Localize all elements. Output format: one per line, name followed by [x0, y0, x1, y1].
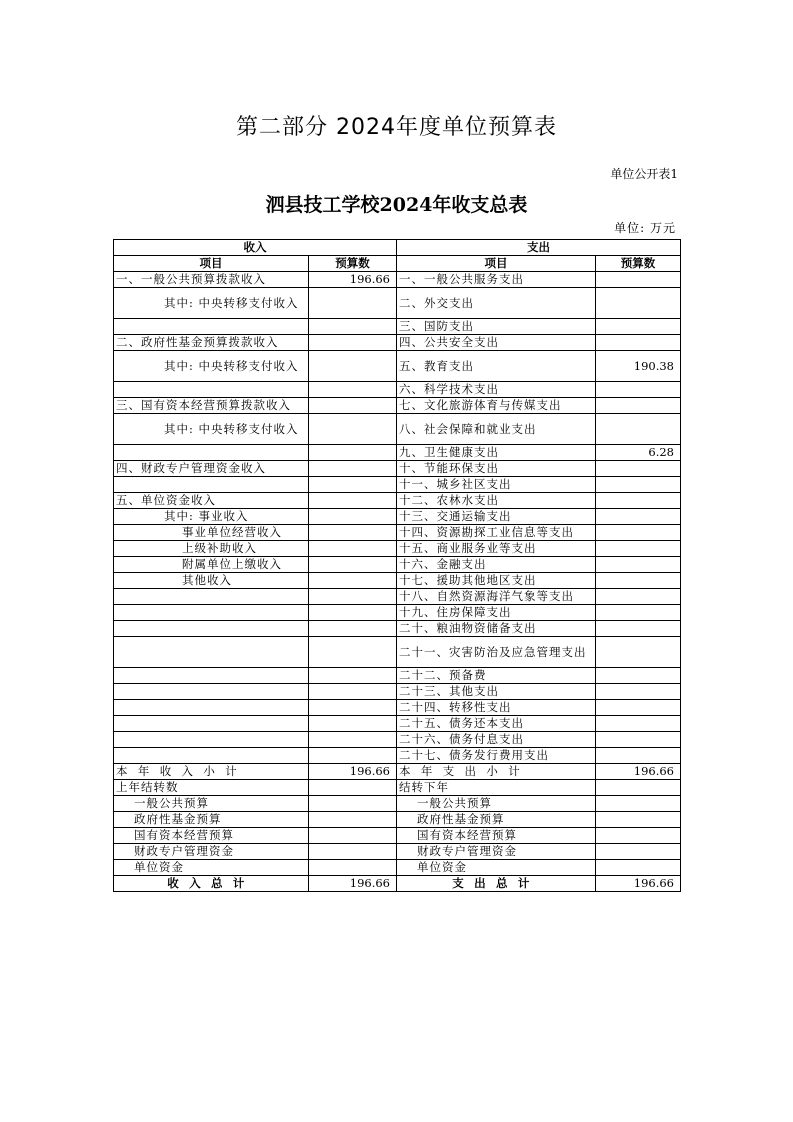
table-row: [114, 414, 681, 445]
table-row: [114, 509, 681, 525]
expense-item: 二、外交支出: [397, 288, 596, 319]
expense-value: [596, 398, 681, 414]
carry-in-item: 国有资本经营预算: [114, 828, 309, 844]
income-subtotal-value: 196.66: [309, 764, 397, 780]
income-item: [114, 382, 309, 398]
expense-value: [596, 700, 681, 716]
table-row: [114, 398, 681, 414]
table-row: [114, 493, 681, 509]
carry-in-item: 一般公共预算: [114, 796, 309, 812]
expense-item: 二十四、转移性支出: [397, 700, 596, 716]
budget-table: [113, 239, 681, 892]
income-budget-header: 预算数: [309, 256, 397, 272]
expense-item: 十三、交通运输支出: [397, 509, 596, 525]
expense-value: [596, 637, 681, 668]
table-row: [114, 605, 681, 621]
income-item: 二、政府性基金预算拨款收入: [114, 335, 309, 351]
income-value: [309, 621, 397, 637]
income-value: [309, 461, 397, 477]
expense-value: 190.38: [596, 351, 681, 382]
expense-value: [596, 461, 681, 477]
income-header: 收入: [114, 240, 397, 256]
expense-total-value: 196.66: [596, 876, 681, 892]
expense-value: [596, 493, 681, 509]
expense-item: 四、公共安全支出: [397, 335, 596, 351]
income-value: [309, 398, 397, 414]
expense-item: 二十一、灾害防治及应急管理支出: [397, 637, 596, 668]
table-row: [114, 684, 681, 700]
carry-out-item-value: [596, 796, 681, 812]
table-row: [114, 541, 681, 557]
income-item-header: 项目: [114, 256, 309, 272]
income-value: [309, 414, 397, 445]
expense-item: 十四、资源勘探工业信息等支出: [397, 525, 596, 541]
expense-item: 二十二、预备费: [397, 668, 596, 684]
income-value: [309, 557, 397, 573]
income-item: 五、单位资金收入: [114, 493, 309, 509]
expense-item: 六、科学技术支出: [397, 382, 596, 398]
expense-item: 三、国防支出: [397, 319, 596, 335]
income-item: 其中: 中央转移支付收入: [114, 288, 309, 319]
income-value: [309, 319, 397, 335]
expense-value: [596, 541, 681, 557]
expense-item: 二十六、债务付息支出: [397, 732, 596, 748]
income-item: [114, 700, 309, 716]
expense-value: [596, 716, 681, 732]
table-row: [114, 445, 681, 461]
income-value: [309, 700, 397, 716]
income-item: 事业单位经营收入: [114, 525, 309, 541]
income-item: 其他收入: [114, 573, 309, 589]
expense-value: [596, 335, 681, 351]
part-title: 第二部分 2024年度单位预算表: [236, 115, 557, 140]
expense-item: 十五、商业服务业等支出: [397, 541, 596, 557]
carry-in-item-value: [309, 812, 397, 828]
income-value: [309, 335, 397, 351]
expense-item: 二十七、债务发行费用支出: [397, 748, 596, 764]
table-row: [114, 461, 681, 477]
income-item: [114, 477, 309, 493]
carry-out-item-value: [596, 812, 681, 828]
expense-budget-header: 预算数: [596, 256, 681, 272]
table-row: [114, 700, 681, 716]
income-item: [114, 716, 309, 732]
header-row-columns: [114, 256, 681, 272]
carry-in-value: [309, 780, 397, 796]
income-item: 上级补助收入: [114, 541, 309, 557]
total-row: [114, 876, 681, 892]
expense-item: 七、文化旅游体育与传媒支出: [397, 398, 596, 414]
carry-in-item-value: [309, 796, 397, 812]
expense-item: 二十、粮油物资储备支出: [397, 621, 596, 637]
expense-total-label: 支出总计: [397, 876, 596, 892]
income-item: 其中: 中央转移支付收入: [114, 351, 309, 382]
expense-value: [596, 319, 681, 335]
carry-item-row: [114, 812, 681, 828]
expense-value: [596, 605, 681, 621]
carry-out-item: 财政专户管理资金: [397, 844, 596, 860]
expense-value: [596, 589, 681, 605]
carry-out-item: 国有资本经营预算: [397, 828, 596, 844]
table-row: [114, 382, 681, 398]
carry-out-item: 单位资金: [397, 860, 596, 876]
expense-value: 6.28: [596, 445, 681, 461]
income-item: 三、国有资本经营预算拨款收入: [114, 398, 309, 414]
table-title: 泗县技工学校2024年收支总表: [265, 194, 528, 216]
income-value: [309, 732, 397, 748]
carry-in-item-value: [309, 860, 397, 876]
income-value: [309, 637, 397, 668]
income-total-value: 196.66: [309, 876, 397, 892]
expense-value: [596, 668, 681, 684]
income-item: 四、财政专户管理资金收入: [114, 461, 309, 477]
carry-in-item: 财政专户管理资金: [114, 844, 309, 860]
carry-out-item-value: [596, 844, 681, 860]
income-subtotal-label: 本年收入小计: [114, 764, 309, 780]
income-item: [114, 668, 309, 684]
form-number: 单位公开表1: [610, 167, 678, 181]
table-row: [114, 351, 681, 382]
carry-in-item: 政府性基金预算: [114, 812, 309, 828]
expense-item: 十九、住房保障支出: [397, 605, 596, 621]
table-row: [114, 477, 681, 493]
income-item: [114, 684, 309, 700]
expense-value: [596, 382, 681, 398]
expense-value: [596, 573, 681, 589]
income-value: [309, 477, 397, 493]
income-value: [309, 589, 397, 605]
table-row: [114, 748, 681, 764]
income-value: [309, 684, 397, 700]
table-row: [114, 589, 681, 605]
carry-row: [114, 780, 681, 796]
income-item: [114, 621, 309, 637]
expense-item: 十八、自然资源海洋气象等支出: [397, 589, 596, 605]
expense-item: 十六、金融支出: [397, 557, 596, 573]
income-item: [114, 319, 309, 335]
expense-item: 十七、援助其他地区支出: [397, 573, 596, 589]
carry-in-item-value: [309, 828, 397, 844]
carry-out-item: 一般公共预算: [397, 796, 596, 812]
expense-value: [596, 414, 681, 445]
unit-label: 单位: 万元: [614, 221, 676, 235]
carry-out-value: [596, 780, 681, 796]
income-value: [309, 445, 397, 461]
table-row: [114, 335, 681, 351]
income-value: [309, 382, 397, 398]
expense-item: 一、一般公共服务支出: [397, 272, 596, 288]
expense-item: 十、节能环保支出: [397, 461, 596, 477]
carry-out-item: 政府性基金预算: [397, 812, 596, 828]
income-value: [309, 541, 397, 557]
income-item: [114, 637, 309, 668]
income-item: [114, 589, 309, 605]
income-value: [309, 716, 397, 732]
table-row: [114, 621, 681, 637]
income-total-label: 收入总计: [114, 876, 309, 892]
expense-item: 十一、城乡社区支出: [397, 477, 596, 493]
expense-value: [596, 525, 681, 541]
carry-item-row: [114, 796, 681, 812]
table-row: [114, 732, 681, 748]
header-row-section: [114, 240, 681, 256]
expense-value: [596, 557, 681, 573]
income-value: [309, 288, 397, 319]
income-item: [114, 605, 309, 621]
income-item: [114, 732, 309, 748]
income-item: 附属单位上缴收入: [114, 557, 309, 573]
carry-item-row: [114, 860, 681, 876]
subtotal-row: [114, 764, 681, 780]
income-value: [309, 525, 397, 541]
table-row: [114, 716, 681, 732]
expense-value: [596, 272, 681, 288]
expense-subtotal-value: 196.66: [596, 764, 681, 780]
table-row: [114, 288, 681, 319]
expense-subtotal-label: 本年支出小计: [397, 764, 596, 780]
expense-item: 九、卫生健康支出: [397, 445, 596, 461]
expense-item: 八、社会保障和就业支出: [397, 414, 596, 445]
carry-item-row: [114, 844, 681, 860]
expense-value: [596, 509, 681, 525]
carry-item-row: [114, 828, 681, 844]
carry-in-item-value: [309, 844, 397, 860]
table-row: [114, 272, 681, 288]
expense-value: [596, 684, 681, 700]
expense-value: [596, 621, 681, 637]
expense-item-header: 项目: [397, 256, 596, 272]
income-item: 其中: 中央转移支付收入: [114, 414, 309, 445]
income-item: [114, 748, 309, 764]
expense-value: [596, 288, 681, 319]
income-item: 其中: 事业收入: [114, 509, 309, 525]
expense-item: 二十五、债务还本支出: [397, 716, 596, 732]
income-value: 196.66: [309, 272, 397, 288]
expense-value: [596, 732, 681, 748]
income-value: [309, 668, 397, 684]
income-value: [309, 748, 397, 764]
table-row: [114, 668, 681, 684]
income-value: [309, 573, 397, 589]
expense-item: 十二、农林水支出: [397, 493, 596, 509]
table-row: [114, 573, 681, 589]
income-item: [114, 445, 309, 461]
carry-in-label: 上年结转数: [114, 780, 309, 796]
carry-out-label: 结转下年: [397, 780, 596, 796]
table-row: [114, 319, 681, 335]
expense-item: 二十三、其他支出: [397, 684, 596, 700]
expense-value: [596, 477, 681, 493]
expense-item: 五、教育支出: [397, 351, 596, 382]
income-value: [309, 509, 397, 525]
carry-out-item-value: [596, 828, 681, 844]
expense-value: [596, 748, 681, 764]
carry-out-item-value: [596, 860, 681, 876]
table-row: [114, 557, 681, 573]
income-item: 一、一般公共预算拨款收入: [114, 272, 309, 288]
table-row: [114, 525, 681, 541]
table-row: [114, 637, 681, 668]
income-value: [309, 351, 397, 382]
income-value: [309, 493, 397, 509]
expense-header: 支出: [397, 240, 681, 256]
carry-in-item: 单位资金: [114, 860, 309, 876]
income-value: [309, 605, 397, 621]
